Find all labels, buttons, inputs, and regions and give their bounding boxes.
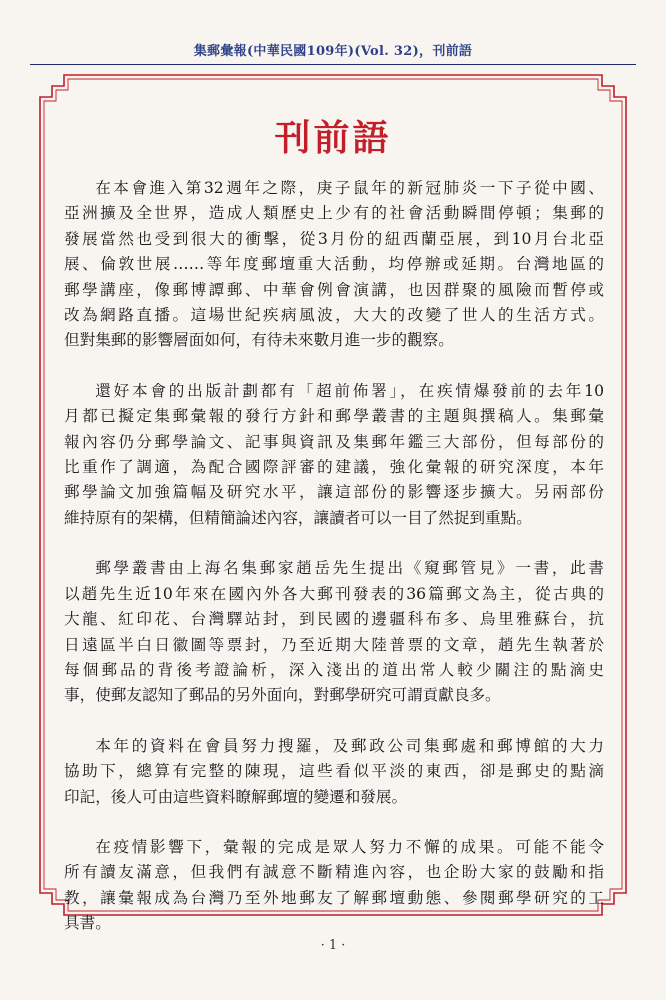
text-line: 月都已擬定集郵彙報的發行方針和郵學叢書的主題與撰稿人。集郵彙	[64, 407, 604, 426]
text-line: 在本會進入第32週年之際，庚子鼠年的新冠肺炎一下子從中國、	[95, 179, 604, 197]
text-line: 日遠區半白日徽圖等票封，乃至近期大陸普票的文章，趙先生執著於	[64, 635, 604, 654]
text-line: 報內容仍分郵學論文、記事與資訊及集郵年鑑三大部份，但每部份的	[64, 432, 604, 451]
text-line: 維持原有的架構，但精簡論述內容，讓讀者可以一目了然捉到重點。	[64, 508, 532, 527]
text-line: 還好本會的出版計劃都有「超前佈署」，在疾情爆發前的去年10	[95, 381, 604, 400]
text-line: 比重作了調適，為配合國際評審的建議，強化彙報的研究深度，本年	[64, 458, 604, 477]
paragraph	[64, 379, 604, 531]
text-line: 亞洲擴及全世界，造成人類歷史上少有的社會活動瞬間停頓；集郵的	[64, 204, 604, 223]
text-line: 每個郵品的背後考證論析，深入淺出的道出常人較少關注的點滴史	[64, 660, 604, 679]
text-line: 展、倫敦世展……等年度郵壇重大活動，均停辦或延期。台灣地區的	[64, 255, 604, 274]
text-line: 大龍、紅印花、台灣驛站封，到民國的邊疆科布多、烏里雅蘇台，抗	[64, 610, 604, 629]
text-line: 發展當然也受到很大的衝擊，從3月份的紐西蘭亞展，到10月台北亞	[64, 229, 604, 248]
text-line: 事，使郵友認知了郵品的另外面向，對郵學研究可謂貢獻良多。	[64, 686, 501, 705]
paragraph	[64, 176, 604, 354]
text-line: 改為網路直播。這場世紀疾病風波，大大的改變了世人的生活方式。	[64, 306, 604, 325]
text-line: 但對集郵的影響層面如何，有待未來數月進一步的觀察。	[64, 331, 454, 350]
text-line: 教，讓彙報成為台灣乃至外地郵友了解郵壇動態、參閱郵學研究的工	[64, 888, 604, 907]
paragraph	[64, 734, 604, 810]
article-body	[64, 176, 604, 962]
paragraph	[64, 556, 604, 708]
text-line: 具書。	[64, 914, 111, 933]
text-line: 協助下，總算有完整的陳現，這些看似平淡的東西，卻是郵史的點滴	[64, 762, 604, 781]
text-line: 郵學講座，像郵博譚郵、中華會例會演講，也因群聚的風險而暫停或	[64, 280, 604, 299]
paragraph	[64, 835, 604, 937]
page-number: · 1 ·	[320, 938, 346, 953]
text-line: 所有讀友滿意，但我們有誠意不斷精進內容，也企盼大家的鼓勵和指	[64, 863, 604, 882]
text-line: 印記，後人可由這些資料瞭解郵壇的變遷和發展。	[64, 787, 408, 806]
text-line: 本年的資料在會員努力搜羅，及郵政公司集郵處和郵博館的大力	[95, 736, 604, 755]
text-line: 郵學論文加強篇幅及研究水平，讓這部份的影響逐步擴大。另兩部份	[64, 483, 604, 502]
page-title: 刊前語	[274, 117, 392, 159]
text-line: 在疫情影響下，彙報的完成是眾人努力不懈的成果。可能不能令	[95, 837, 604, 856]
text-line: 郵學叢書由上海名集郵家趙岳先生提出《窺郵管見》一書，此書	[95, 559, 604, 578]
text-line: 以趙先生近10年來在國內外各大郵刊發表的36篇郵文為主，從古典的	[64, 584, 604, 603]
running-header: 集郵彙報(中華民國109年)(Vol. 32)，刊前語	[193, 44, 473, 59]
